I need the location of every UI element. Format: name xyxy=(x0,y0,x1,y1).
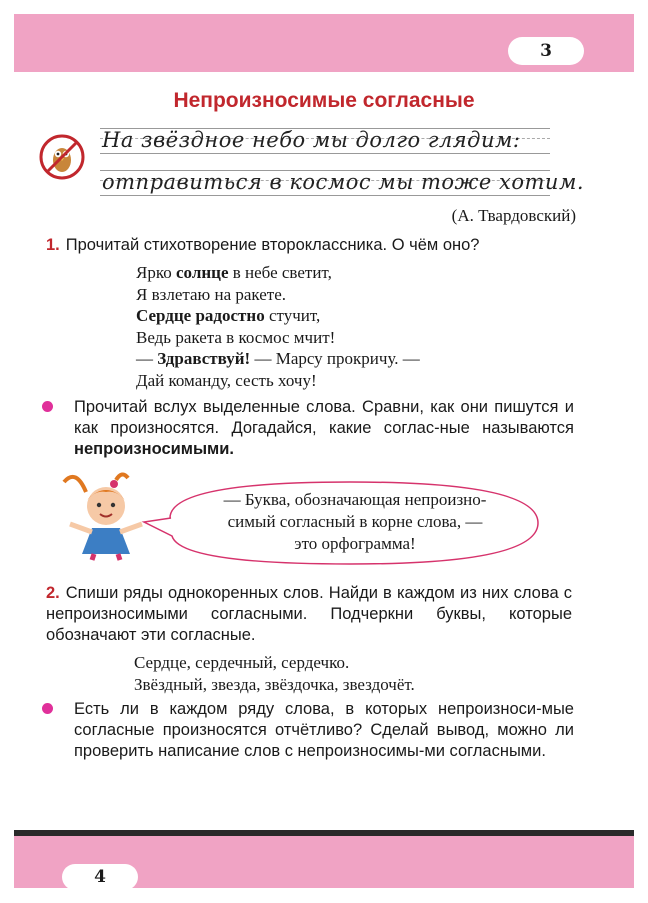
task-text: Спиши ряды однокоренных слов. Найди в каждом из них слова с непроизносимыми согласными. Подчеркни буквы, которые обозначают эти согласные. xyxy=(46,584,572,644)
task-2-instruction: Есть ли в каждом ряду слова, в которых непроизноси-мые согласные произносятся отчётливо? Сделай вывод, можно ли проверить написание слов с непроизносимы-ми согласными. xyxy=(74,700,574,760)
task-number: 2. xyxy=(46,584,60,602)
poem xyxy=(136,262,420,391)
bubble-line: симый согласный в корне слова, — xyxy=(227,512,483,531)
poem-line: Дай команду, сесть хочу! xyxy=(136,370,317,390)
poem-line: Я взлетаю на ракете. xyxy=(136,284,287,304)
task-2 xyxy=(46,583,572,646)
page-title: Непроизносимые согласные xyxy=(173,89,475,112)
ruling-line xyxy=(100,153,550,154)
author-attribution: (А. Твардовский) xyxy=(451,206,576,225)
bubble-line: — Буква, обозначающая непроизно- xyxy=(223,490,487,509)
task-1-instruction: Прочитай вслух выделенные слова. Сравни, как они пишутся и как произносятся. Догадайся, какие соглас-ные называются непроизносимыми. xyxy=(74,398,574,458)
word-row-1: Сердце, сердечный, сердечко. xyxy=(134,653,350,672)
bullet-icon xyxy=(42,703,53,714)
word-row-2: Звёздный, звезда, звёздочка, звездочёт. xyxy=(134,675,415,694)
task-number: 1. xyxy=(46,236,60,254)
copybook-line-2: отправиться в космос мы тоже хотим. xyxy=(102,170,585,194)
poem-line: Ведь ракета в космос мчит! xyxy=(136,327,336,347)
bubble-text xyxy=(176,489,534,555)
task-text: Прочитай стихотворение второклассника. О чём оно? xyxy=(65,236,480,254)
copybook-line-1: На звёздное небо мы долго глядим: xyxy=(102,128,521,152)
bubble-line: это орфограмма! xyxy=(294,534,416,553)
poem-line: — Здравствуй! — Марсу прокричу. — xyxy=(136,349,420,368)
page-number-top: 3 xyxy=(508,37,584,65)
ruling-line xyxy=(100,195,550,196)
task-1 xyxy=(46,235,586,256)
bullet-icon xyxy=(42,401,53,412)
owl-icon xyxy=(38,133,86,181)
poem-line: Ярко солнце в небе светит, xyxy=(136,263,332,282)
poem-line: Сердце радостно стучит, xyxy=(136,306,321,325)
page-number-bottom: 4 xyxy=(62,864,138,890)
